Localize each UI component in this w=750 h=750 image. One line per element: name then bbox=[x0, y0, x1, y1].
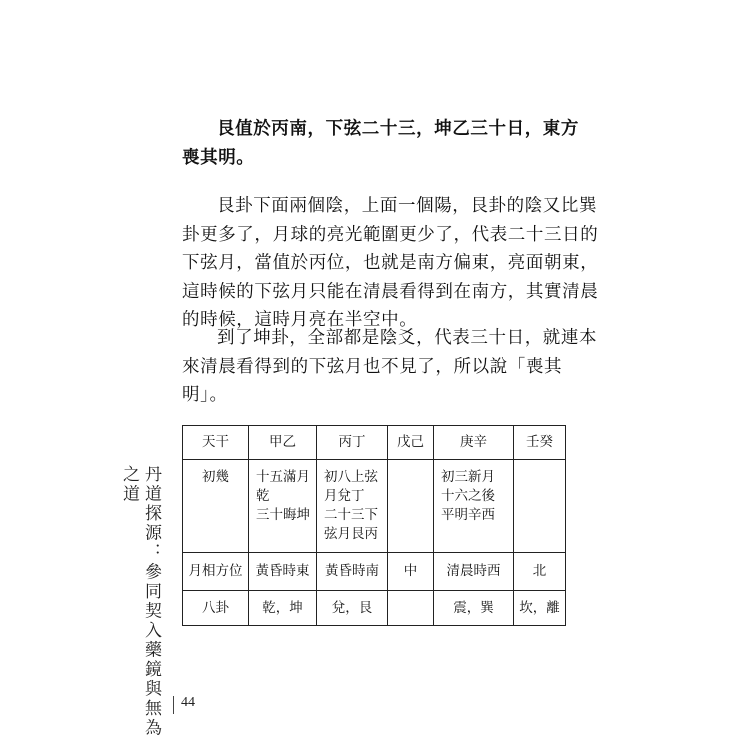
cell-jiayi bbox=[249, 460, 317, 553]
cell-rengui bbox=[514, 460, 566, 553]
page-number: 44 bbox=[181, 695, 195, 710]
header-cell: 壬癸 bbox=[514, 426, 566, 460]
paragraph-line: 這時候的下弦月只能在清晨看得到在南方，其實清晨 bbox=[182, 281, 599, 302]
header-cell: 丙丁 bbox=[317, 426, 388, 460]
moon-phase-table bbox=[182, 425, 566, 626]
cell-line: 二十三下 bbox=[324, 507, 378, 523]
cell-bingding bbox=[317, 460, 388, 553]
paragraph-line: 的時候，這時月亮在半空中。 bbox=[182, 310, 418, 330]
page-number-divider bbox=[173, 696, 174, 714]
body-paragraph-2 bbox=[182, 324, 598, 410]
cell-wuji bbox=[388, 460, 434, 553]
table-row-trigrams bbox=[183, 591, 566, 626]
table-cell: 坎，離 bbox=[514, 591, 566, 626]
body-paragraph-1 bbox=[182, 192, 599, 335]
cell-line: 初八上弦 bbox=[324, 469, 378, 485]
header-cell: 庚辛 bbox=[434, 426, 514, 460]
cell-line: 十六之後 bbox=[441, 488, 495, 504]
paragraph-line: 明」。 bbox=[182, 385, 228, 405]
paragraph-line: 來清晨看得到的下弦月也不見了，所以說「喪其 bbox=[182, 356, 563, 377]
cell-line: 三十晦坤 bbox=[256, 507, 310, 523]
heading-quote-line: 喪其明。 bbox=[182, 147, 255, 168]
table-cell: 清晨時西 bbox=[434, 553, 514, 591]
table-row-position bbox=[183, 553, 566, 591]
row-label-cell: 初幾 bbox=[183, 460, 249, 553]
paragraph-line: 到了坤卦，全部都是陰爻，代表三十日，就連本 bbox=[217, 328, 598, 348]
table-header-row bbox=[183, 426, 566, 460]
row-label-cell: 八卦 bbox=[183, 591, 249, 626]
table-cell: 中 bbox=[388, 553, 434, 591]
cell-line: 月兌丁 bbox=[324, 488, 365, 504]
table-cell: 震，巽 bbox=[434, 591, 514, 626]
header-cell: 甲乙 bbox=[249, 426, 317, 460]
cell-line: 初三新月 bbox=[441, 469, 495, 485]
cell-line: 十五滿月 bbox=[256, 469, 310, 485]
row-label-cell: 月相方位 bbox=[183, 553, 249, 591]
cell-gengxin bbox=[434, 460, 514, 553]
book-title-sidebar: 丹道探源：參同契入藥鏡與無為之道 bbox=[119, 465, 161, 738]
paragraph-line: 卦更多了，月球的亮光範圍更少了，代表二十三日的 bbox=[182, 224, 599, 245]
paragraph-line: 艮卦下面兩個陰，上面一個陽，艮卦的陰又比巽 bbox=[217, 196, 598, 216]
table-cell: 黃昏時東 bbox=[249, 553, 317, 591]
cell-line: 平明辛西 bbox=[441, 507, 495, 523]
paragraph-line: 下弦月，當值於丙位，也就是南方偏東，亮面朝東， bbox=[182, 253, 599, 273]
table-row-days bbox=[183, 460, 566, 553]
header-cell: 戊己 bbox=[388, 426, 434, 460]
table-cell: 兌，艮 bbox=[317, 591, 388, 626]
table-cell: 乾，坤 bbox=[249, 591, 317, 626]
header-cell: 天干 bbox=[183, 426, 249, 460]
table-cell: 北 bbox=[514, 553, 566, 591]
table-cell: 黃昏時南 bbox=[317, 553, 388, 591]
heading-quote bbox=[182, 115, 579, 172]
cell-line: 弦月艮丙 bbox=[324, 526, 378, 542]
cell-line: 乾 bbox=[256, 488, 270, 504]
heading-quote-line: 艮值於丙南，下弦二十三，坤乙三十日，東方 bbox=[217, 119, 579, 139]
table-cell bbox=[388, 591, 434, 626]
